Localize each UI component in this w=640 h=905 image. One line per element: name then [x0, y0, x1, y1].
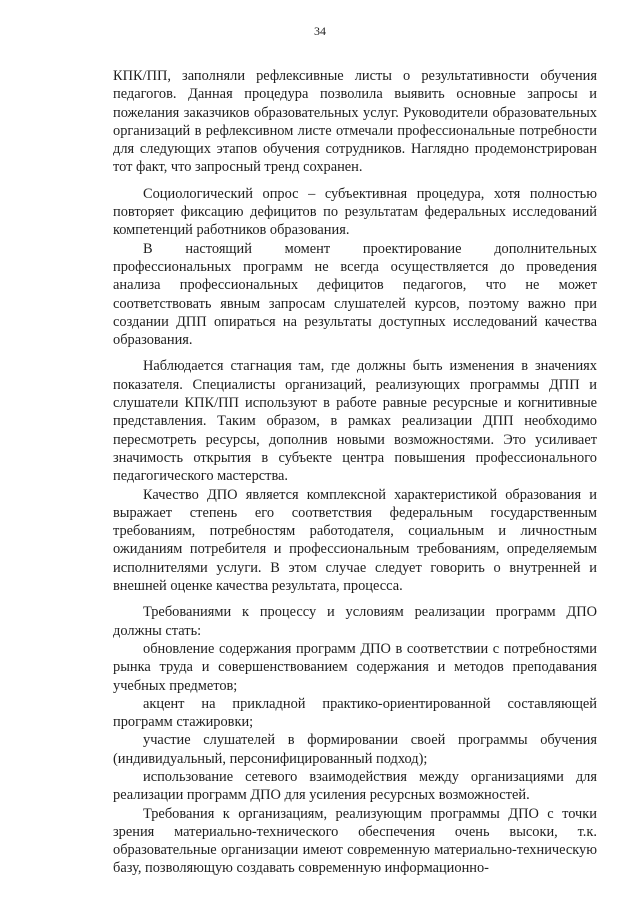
paragraph-5: Качество ДПО является комплексной характеристикой образования и выражает степень его соответствия федеральным государственным требованиям, потребностям работодателя, социальным и личностным ожиданиям потребителя и профессиональным требованиям, определяемым исполнителями услуги. В этом случае следует говорить о внутренней и внешней оценке качества результата, процесса.	[113, 486, 597, 595]
paragraph-7: Требования к организациям, реализующим программы ДПО с точки зрения материально-технического обеспечения очень высоки, т.к. образовательные организации имеют современную материально-техническую базу, позволяющую создавать современную информационно-	[113, 805, 597, 877]
paragraph-4: Наблюдается стагнация там, где должны быть изменения в значениях показателя. Специалисты организаций, реализующих программы ДПП и слушатели КПК/ПП используют в работе равные ресурсные и когнитивные представления. Таким образом, в рамках реализации ДПП необходимо пересмотреть ресурсы, дополнив новыми возможностями. Это усиливает значимость открытия в субъекте центра повышения профессионального педагогического мастерства.	[113, 358, 597, 485]
document-body	[113, 67, 597, 878]
list-item-3: участие слушателей в формировании своей программы обучения (индивидуальный, персонифицированный подход);	[113, 732, 597, 767]
paragraph-1: КПК/ПП, заполняли рефлексивные листы о результативности обучения педагогов. Данная процедура позволила выявить основные запросы и пожелания заказчиков образовательных услуг. Руководители образовательных организаций в рефлексивном листе отмечали профессиональные потребности для следующих этапов обучения сотрудников. Наглядно продемонстрирован тот факт, что запросный тренд сохранен.	[113, 68, 597, 176]
list-item-2: акцент на прикладной практико-ориентированной составляющей программ стажировки;	[113, 695, 597, 731]
paragraph-6: Требованиями к процессу и условиям реализации программ ДПО должны стать:	[113, 604, 597, 639]
list-item-4: использование сетевого взаимодействия между организациями для реализации программ ДПО для усиления ресурсных возможностей.	[113, 768, 597, 804]
page-number: 34	[314, 24, 326, 38]
list-item-1: обновление содержания программ ДПО в соответствии с потребностями рынка труда и совершенствованием содержания и методов преподавания учебных предметов;	[113, 640, 597, 694]
paragraph-3: В настоящий момент проектирование дополнительных профессиональных программ не всегда осуществляется до проведения анализа профессиональных дефицитов педагогов, что не может соответствовать явным запросам слушателей курсов, поэтому важно при создании ДПП опираться на результаты доступных исследований качества образования.	[113, 240, 597, 349]
paragraph-2: Социологический опрос – субъективная процедура, хотя полностью повторяет фиксацию дефицитов по результатам федеральных исследований компетенций работников образования.	[113, 185, 597, 239]
